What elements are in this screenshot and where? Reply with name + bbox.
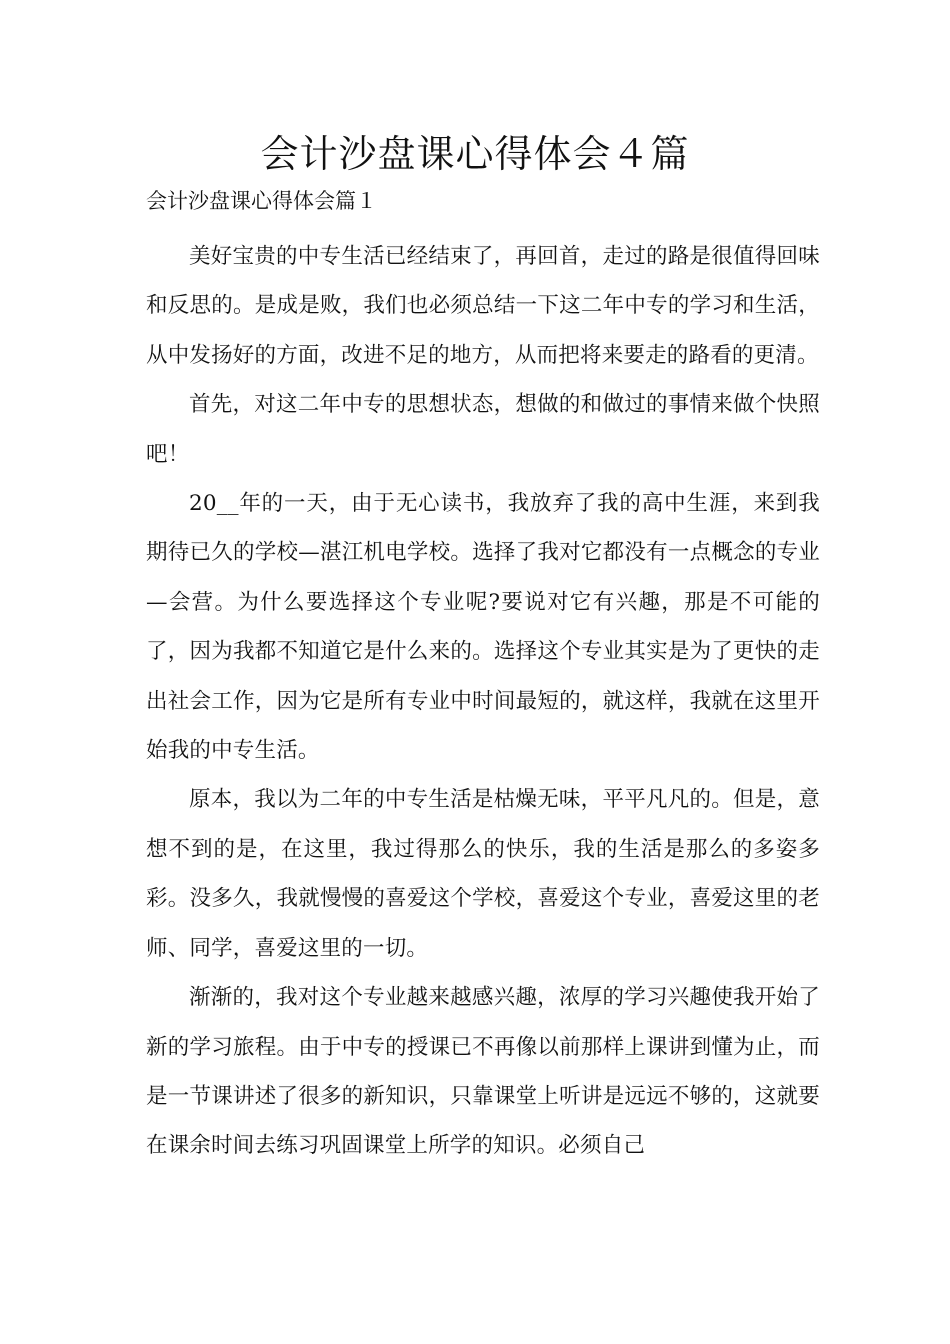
section-heading: 会计沙盘课心得体会篇１ [146,189,377,213]
document-title: 会计沙盘课心得体会４篇 [260,132,690,176]
paragraph-1: 美好宝贵的中专生活已经结束了，再回首，走过的路是很值得回味和反思的。是成是败，我们也必须总结一下这二年中专的学习和生活，从中发扬好的方面，改进不足的地方，从而把将来要走的路看的更清。 [146,244,820,368]
paragraph-2: 首先，对这二年中专的思想状态，想做的和做过的事情来做个快照吧！ [146,392,820,467]
document-body [146,232,820,1171]
paragraph-4: 原本，我以为二年的中专生活是枯燥无味，平平凡凡的。但是，意想不到的是，在这里，我过得那么的快乐，我的生活是那么的多姿多彩。没多久，我就慢慢的喜爱这个学校，喜爱这个专业，喜爱这里的老师、同学，喜爱这里的一切。 [146,787,820,961]
paragraph-3: 20__年的一天，由于无心读书，我放弃了我的高中生涯，来到我期待已久的学校—湛江机电学校。选择了我对它都没有一点概念的专业—会营。为什么要选择这个专业呢?要说对它有兴趣，那是不可能的了，因为我都不知道它是什么来的。选择这个专业其实是为了更快的走出社会工作，因为它是所有专业中时间最短的，就这样，我就在这里开始我的中专生活。 [146,491,820,764]
paragraph-5: 渐渐的，我对这个专业越来越感兴趣，浓厚的学习兴趣使我开始了新的学习旅程。由于中专的授课已不再像以前那样上课讲到懂为止，而是一节课讲述了很多的新知识，只靠课堂上听讲是远远不够的，这就要在课余时间去练习巩固课堂上所学的知识。必须自己 [146,985,820,1159]
